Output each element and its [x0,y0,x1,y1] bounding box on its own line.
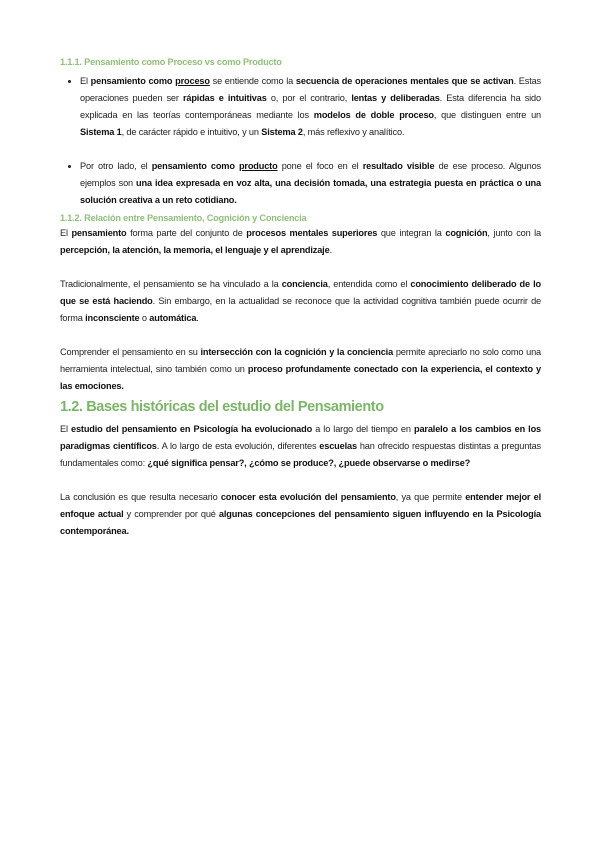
bold-run: una idea expresada en voz alta, una decisión tomada, una estrategia puesta en práctica o una solución creativa a un reto cotidiano. [80,178,541,205]
text-run: y comprender por qué [123,509,219,519]
paragraph-estudio [60,421,541,472]
text-run: . Esta diferencia ha sido explicada en las teorías contemporáneas mediante los [80,93,541,120]
text-run: que integran la [377,228,446,238]
text-run: Tradicionalmente, el pensamiento se ha vinculado a la [60,279,282,289]
bold-run: pensamiento como [90,76,176,86]
bold-run: estudio del pensamiento en Psicología ha evolucionado [71,424,313,434]
text-run: pone el foco en el [277,161,363,171]
text-run: El [60,424,72,434]
text-run: . [329,245,332,255]
spacer [60,327,541,344]
bullet-proceso [80,73,541,141]
bold-run: procesos mentales superiores [246,228,378,238]
text-run: Por otro lado, el [80,161,152,171]
spacer [60,259,541,276]
text-run: Comprender el pensamiento en su [60,347,201,357]
bold-run: Sistema 1 [80,127,122,137]
page-content [60,57,541,540]
text-run: . Sin embargo, en la actualidad se reconoce que la actividad cognitiva también puede ocurrir de forma [60,296,541,323]
section-heading-1-1-1: 1.1.1. Pensamiento como Proceso vs como Producto [60,57,282,67]
bold-run: Sistema 2 [261,127,303,137]
bold-run: lentas y deliberadas [351,93,440,103]
section-heading-1-1-2: 1.1.2. Relación entre Pensamiento, Cognición y Conciencia [60,213,307,223]
text-run: El [80,76,91,86]
bold-run: paralelo a los cambios en los paradigmas científicos [60,424,541,451]
text-run: . [196,313,199,323]
text-run: . Estas operaciones pueden ser [80,76,541,103]
text-run: , de carácter rápido e intuitivo, y un [121,127,262,137]
text-run: forma parte del conjunto de [126,228,247,238]
text-run: . A lo largo de esta evolución, diferentes [156,441,320,451]
text-run: o [139,313,150,323]
bold-underlined-run: producto [238,161,278,171]
bold-run: ¿qué significa pensar?, ¿cómo se produce?, ¿puede observarse o medirse? [147,458,471,468]
bold-run: cognición [445,228,488,238]
text-run: de ese proceso. Algunos ejemplos son [80,161,541,188]
paragraph-interseccion [60,344,541,395]
bold-run: modelos de doble proceso [313,110,434,120]
bold-run: escuelas [319,441,357,451]
bold-run: algunas concepciones del pensamiento siguen influyendo en la Psicología contemporánea. [60,509,541,536]
bold-run: percepción, la atención, la memoria, el lenguaje y el aprendizaje [60,245,330,255]
bold-run: conocer esta evolución del pensamiento [220,492,396,502]
bold-run: entender mejor el enfoque actual [60,492,541,519]
bold-run: proceso profundamente conectado con la experiencia, el contexto y las emociones. [60,364,541,391]
text-run: permite apreciarlo no solo como una herramienta intelectual, sino también como un [60,347,541,374]
bold-run: pensamiento como [151,161,239,171]
text-run: , entendida como el [327,279,411,289]
text-run: o, por el contrario, [266,93,352,103]
paragraph-conciencia [60,276,541,327]
bullet-list-1-1-1 [60,73,541,209]
text-run: , junto con la [487,228,542,238]
bold-run: intersección con la cognición y la conciencia [200,347,394,357]
bold-run: resultado visible [362,161,435,171]
text-run: , que distinguen entre un [433,110,542,120]
spacer [60,472,541,489]
bold-run: conocimiento deliberado de lo que se está haciendo [60,279,541,306]
text-run: , ya que permite [395,492,466,502]
bold-run: inconsciente [85,313,140,323]
text-run: , más reflexivo y analítico. [302,127,405,137]
spacer [80,141,541,158]
bold-run: pensamiento [71,228,127,238]
text-run: La conclusión es que resulta necesario [60,492,221,502]
paragraph-conclusion [60,489,541,540]
bold-run: secuencia de operaciones mentales que se activan [295,76,514,86]
section-heading-1-2: 1.2. Bases históricas del estudio del Pensamiento [60,399,384,415]
bold-run: conciencia [281,279,328,289]
bold-run: automática [149,313,197,323]
text-run: han ofrecido respuestas distintas a preguntas fundamentales como: [60,441,541,468]
paragraph-cognicion [60,225,541,259]
text-run: a lo largo del tiempo en [312,424,414,434]
bold-underlined-run: proceso [175,76,210,86]
text-run: se entiende como la [209,76,296,86]
text-run: El [60,228,72,238]
bold-run: rápidas e intuitivas [182,93,267,103]
bullet-producto [80,158,541,209]
